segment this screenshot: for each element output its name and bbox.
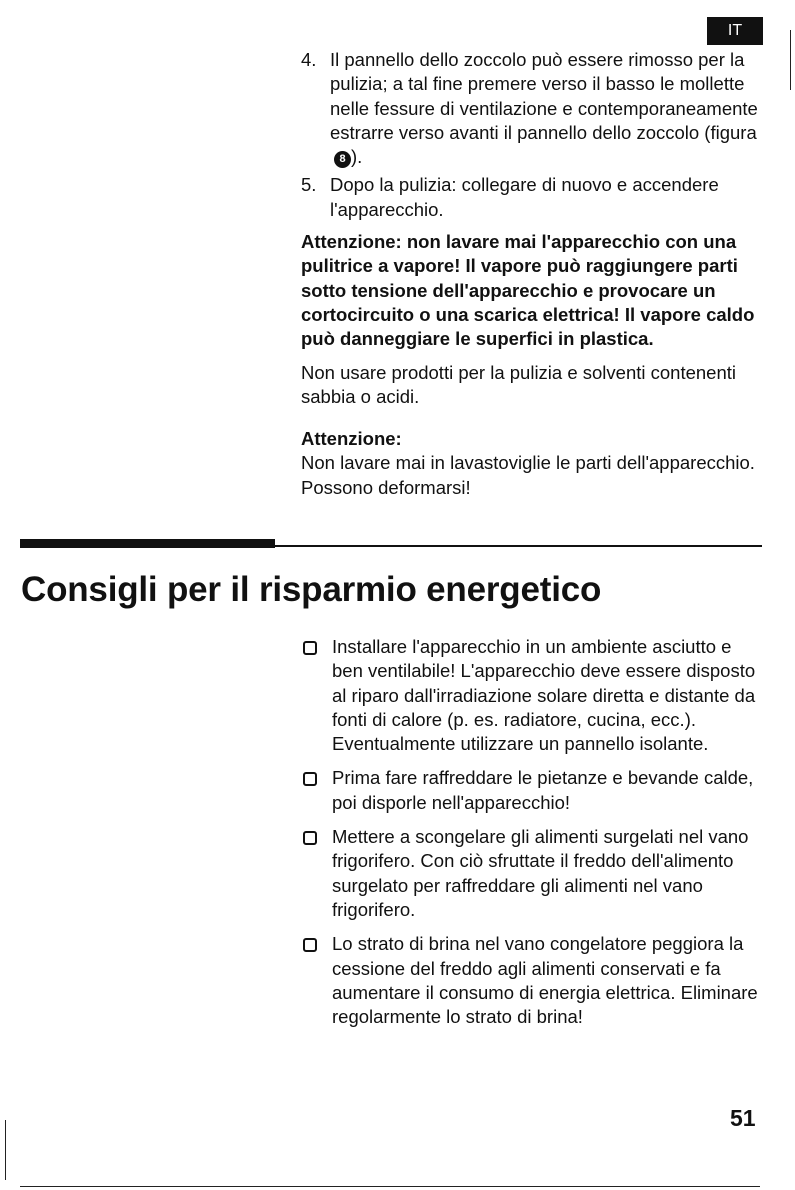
page-number: 51 (730, 1105, 756, 1131)
step-number: 4. (301, 49, 317, 70)
step-text: Dopo la pulizia: collegare di nuovo e accendere l'apparecchio. (330, 174, 719, 220)
section-title: Consigli per il risparmio energetico (21, 570, 602, 609)
checkbox-bullet-icon (303, 772, 317, 786)
figure-reference-icon: 8 (334, 151, 351, 168)
step-5 (301, 173, 761, 222)
checkbox-bullet-icon (303, 641, 317, 655)
tip-item (301, 825, 761, 922)
tip-text: Lo strato di brina nel vano congelatore peggiora la cessione del freddo agli alimenti conservati e fa aumentare il consumo di energia elettrica. Eliminare regolarmente lo strato di brina! (332, 933, 758, 1028)
checkbox-bullet-icon (303, 938, 317, 952)
checkbox-bullet-icon (303, 831, 317, 845)
tip-item (301, 932, 761, 1029)
dishwasher-warning-heading: Attenzione: (301, 428, 402, 450)
cleaners-note: Non usare prodotti per la pulizia e solventi contenenti sabbia o acidi. (301, 361, 737, 407)
instructions-column (301, 48, 761, 500)
scan-edge-left (5, 1120, 6, 1180)
scan-edge-bottom (20, 1186, 760, 1187)
tip-text: Installare l'apparecchio in un ambiente asciutto e ben ventilabile! L'apparecchio deve essere disposto al riparo dall'irradiazione solare diretta e distante da fonti di calore (p. es. radiatore, cucina, ecc.). Eventualmente utilizzare un pannello isolante. (332, 636, 756, 755)
tip-text: Prima fare raffreddare le pietanze e bevande calde, poi disporle nell'apparecchio! (332, 767, 754, 813)
dishwasher-warning-text: Non lavare mai in lavastoviglie le parti dell'apparecchio. Possono deformarsi! (301, 452, 755, 498)
steam-cleaner-warning: Attenzione: non lavare mai l'apparecchio con una pulitrice a vapore! Il vapore può raggiungere parti sotto tensione dell'apparecchio e provocare un cortocircuito o una scarica elettrica! Il vapore caldo può danneggiare le superfici in plastica. (301, 231, 755, 350)
scan-edge-right (790, 30, 791, 90)
section-rule (20, 545, 762, 547)
tip-text: Mettere a scongelare gli alimenti surgelati nel vano frigorifero. Con ciò sfruttate il freddo dell'alimento surgelato per raffreddare gli alimenti nel vano frigorifero. (332, 826, 749, 920)
energy-tips-list (301, 635, 761, 1039)
tip-item (301, 635, 761, 756)
step-number: 5. (301, 174, 317, 196)
step-4 (301, 48, 761, 169)
step-text: Il pannello dello zoccolo può essere rimosso per la pulizia; a tal fine premere verso il basso le mollette nelle fessure di ventilazione e contemporaneamente estrarre verso avanti il pannello dello zoccolo (figura 8 ). (330, 49, 758, 168)
tip-item (301, 766, 761, 815)
language-badge: IT (707, 17, 763, 45)
